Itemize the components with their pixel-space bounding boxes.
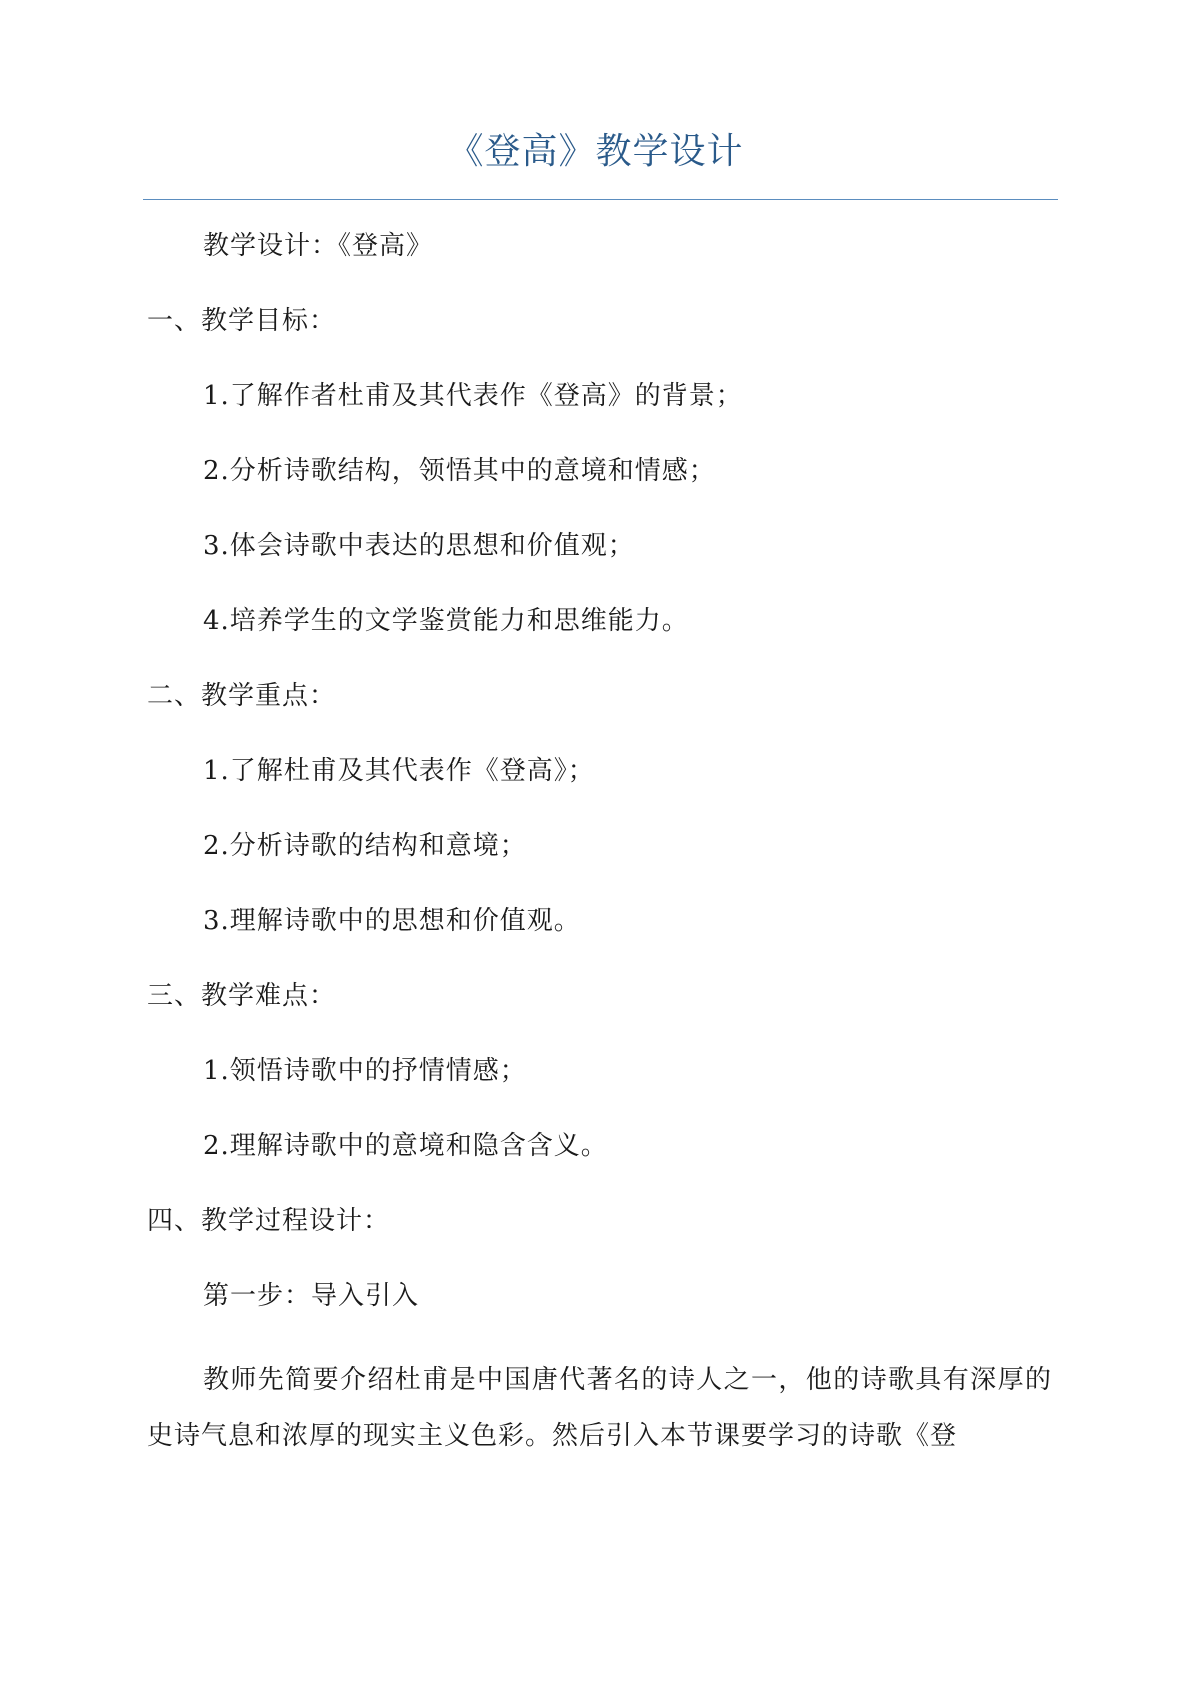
key-point-item: 3.理解诗歌中的思想和价值观。 xyxy=(203,906,581,936)
section-heading-key-points: 二、教学重点： xyxy=(147,681,337,711)
objective-item: 4.培养学生的文学鉴赏能力和思维能力。 xyxy=(203,606,689,636)
intro-line: 教学设计：《登高》 xyxy=(203,231,434,261)
objective-item: 1.了解作者杜甫及其代表作《登高》的背景； xyxy=(203,381,743,411)
objective-item: 3.体会诗歌中表达的思想和价值观； xyxy=(203,531,635,561)
section-heading-difficulties: 三、教学难点： xyxy=(147,981,337,1011)
title-divider xyxy=(143,199,1058,200)
body-paragraph: 教师先简要介绍杜甫是中国唐代著名的诗人之一，他的诗歌具有深厚的史诗气息和浓厚的现实主义色彩。然后引入本节课要学习的诗歌《登 xyxy=(147,1365,1052,1451)
document-title: 《登高》教学设计 xyxy=(447,131,744,172)
difficulty-item: 2.理解诗歌中的意境和隐含含义。 xyxy=(203,1131,608,1161)
section-heading-process: 四、教学过程设计： xyxy=(147,1206,391,1236)
section-heading-objectives: 一、教学目标： xyxy=(147,306,337,336)
process-step-heading: 第一步：导入引入 xyxy=(203,1281,420,1311)
key-point-item: 1.了解杜甫及其代表作《登高》； xyxy=(203,756,595,786)
key-point-item: 2.分析诗歌的结构和意境； xyxy=(203,831,527,861)
objective-item: 2.分析诗歌结构，领悟其中的意境和情感； xyxy=(203,456,716,486)
difficulty-item: 1.领悟诗歌中的抒情情感； xyxy=(203,1056,527,1086)
